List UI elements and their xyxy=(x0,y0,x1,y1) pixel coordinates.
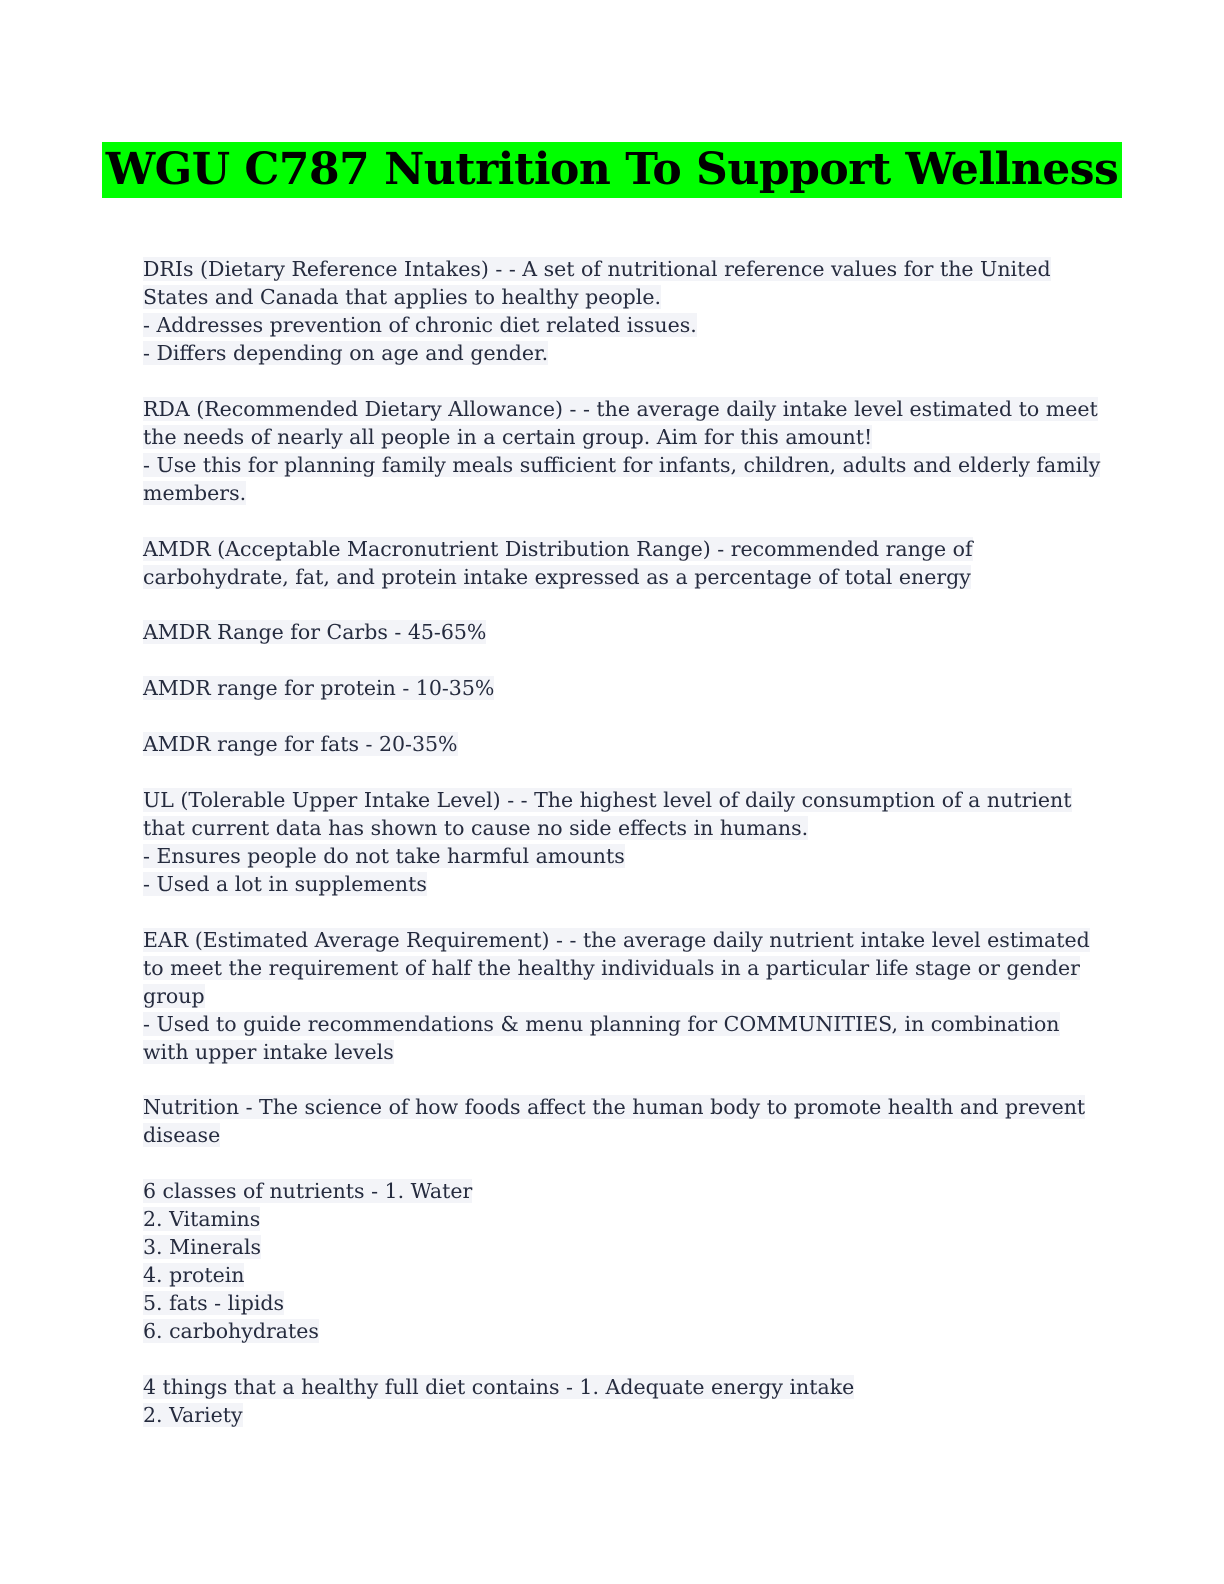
text-line: DRIs (Dietary Reference Intakes) - - A set of nutritional reference values for the United xyxy=(143,257,1051,281)
text-line: AMDR range for protein - 10-35% xyxy=(143,676,495,701)
text-line: Nutrition - The science of how foods affect the human body to promote health and prevent xyxy=(143,1095,1086,1120)
list-item: 5. fats - lipids xyxy=(143,1291,285,1316)
amdr-carbs xyxy=(143,618,1083,646)
document-body xyxy=(143,255,1101,1457)
document-title: WGU C787 Nutrition To Support Wellness xyxy=(102,142,1123,198)
text-line: - Use this for planning family meals sufficient for infants, children, adults and elderly family xyxy=(143,452,1101,477)
list-item: 3. Minerals xyxy=(143,1235,262,1260)
definition-nutrition xyxy=(143,1093,1086,1149)
title-container xyxy=(0,142,1224,198)
text-line: members. xyxy=(143,480,247,505)
text-line: UL (Tolerable Upper Intake Level) - - The highest level of daily consumption of a nutrient xyxy=(143,787,1072,812)
text-line: AMDR (Acceptable Macronutrient Distribution Range) - recommended range of xyxy=(143,536,973,561)
text-line: that current data has shown to cause no side effects in humans. xyxy=(143,815,809,840)
text-line: - Ensures people do not take harmful amounts xyxy=(143,843,625,868)
definition-ul xyxy=(143,786,1083,898)
nutrient-classes-list xyxy=(143,1177,1083,1345)
definition-dri xyxy=(143,255,1083,367)
text-line: to meet the requirement of half the healthy individuals in a particular life stage or gender xyxy=(143,955,1080,980)
definition-amdr xyxy=(143,535,1083,591)
list-item: 2. Variety xyxy=(143,1402,243,1427)
list-item: 6 classes of nutrients - 1. Water xyxy=(143,1179,473,1204)
text-line: group xyxy=(143,983,205,1008)
amdr-fats xyxy=(143,730,1083,758)
text-line: RDA (Recommended Dietary Allowance) - - the average daily intake level estimated to meet xyxy=(143,396,1098,421)
text-line: AMDR Range for Carbs - 45-65% xyxy=(143,620,487,645)
healthy-diet-list xyxy=(143,1373,1083,1429)
list-item: 4. protein xyxy=(143,1263,245,1288)
text-line: with upper intake levels xyxy=(143,1039,394,1064)
text-line: - Differs depending on age and gender. xyxy=(143,341,549,365)
amdr-protein xyxy=(143,674,1083,702)
list-item: 4 things that a healthy full diet contains - 1. Adequate energy intake xyxy=(143,1374,855,1399)
text-line: - Addresses prevention of chronic diet related issues. xyxy=(143,313,697,337)
definition-rda xyxy=(143,395,1101,507)
list-item: 2. Vitamins xyxy=(143,1207,261,1232)
definition-ear xyxy=(143,926,1090,1066)
text-line: - Used to guide recommendations & menu planning for COMMUNITIES, in combination xyxy=(143,1011,1060,1036)
text-line: disease xyxy=(143,1123,221,1148)
list-item: 6. carbohydrates xyxy=(143,1319,319,1344)
text-line: carbohydrate, fat, and protein intake expressed as a percentage of total energy xyxy=(143,564,971,589)
text-line: EAR (Estimated Average Requirement) - - the average daily nutrient intake level estimated xyxy=(143,927,1090,952)
text-line: the needs of nearly all people in a certain group. Aim for this amount! xyxy=(143,424,873,449)
text-line: AMDR range for fats - 20-35% xyxy=(143,731,458,756)
text-line: States and Canada that applies to healthy people. xyxy=(143,285,662,309)
text-line: - Used a lot in supplements xyxy=(143,871,427,896)
